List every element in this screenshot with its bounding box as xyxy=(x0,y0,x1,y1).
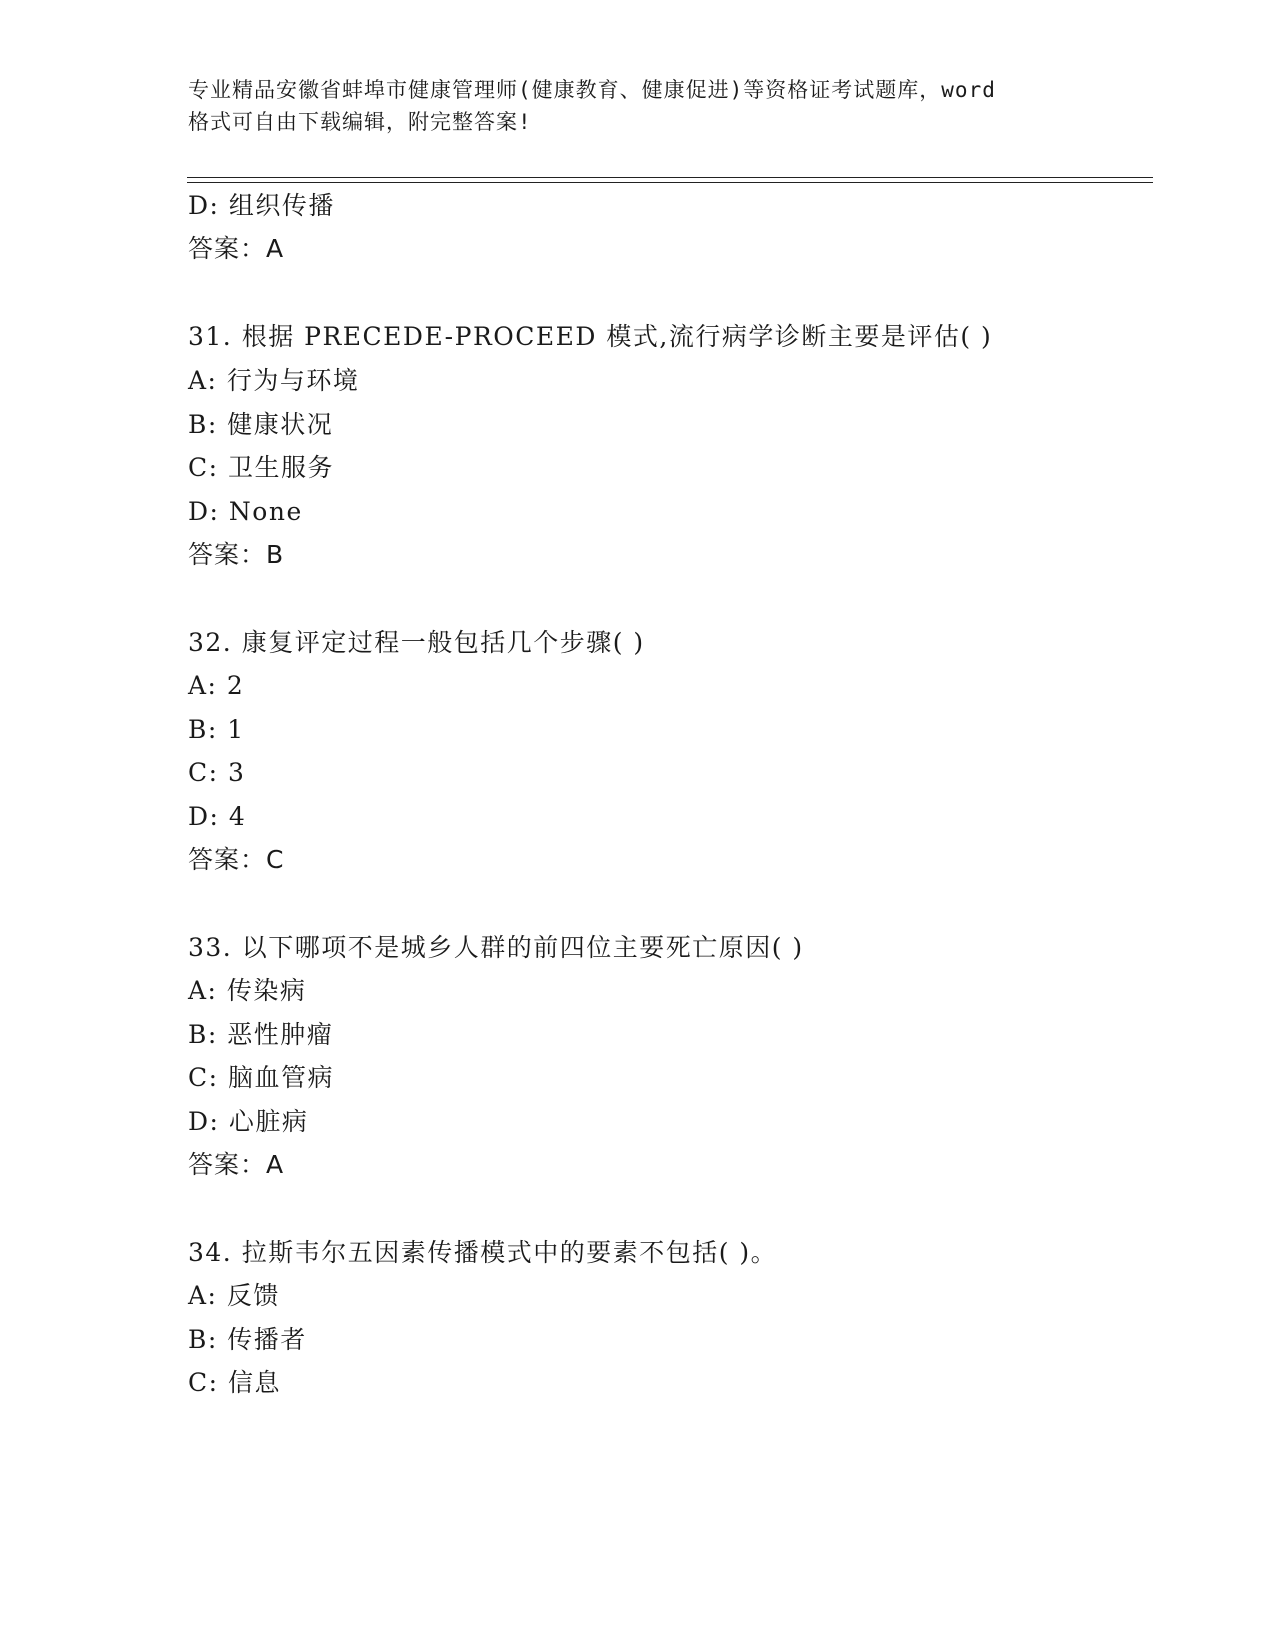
prev-option-d: D: 组织传播 xyxy=(188,191,335,220)
q32-option-c: C: 3 xyxy=(188,758,246,787)
question-32: 32. 康复评定过程一般包括几个步骤( ) xyxy=(188,628,645,657)
q32-answer: 答案：C xyxy=(188,845,285,874)
q33-option-c: C: 脑血管病 xyxy=(188,1063,334,1092)
q31-answer: 答案：B xyxy=(188,540,285,569)
q31-option-c: C: 卫生服务 xyxy=(188,453,334,482)
header-line-1: 专业精品安徽省蚌埠市健康管理师(健康教育、健康促进)等资格证考试题库，word xyxy=(188,78,996,102)
q33-option-b: B: 恶性肿瘤 xyxy=(188,1020,334,1049)
q33-answer: 答案：A xyxy=(188,1150,285,1179)
question-33: 33. 以下哪项不是城乡人群的前四位主要死亡原因( ) xyxy=(188,933,804,962)
prev-answer: 答案：A xyxy=(188,234,285,263)
header-line-2: 格式可自由下载编辑，附完整答案! xyxy=(188,110,532,134)
q34-option-b: B: 传播者 xyxy=(188,1325,307,1354)
question-31: 31. 根据 PRECEDE-PROCEED 模式,流行病学诊断主要是评估( ) xyxy=(188,322,993,351)
q33-option-a: A: 传染病 xyxy=(188,976,307,1005)
q32-option-d: D: 4 xyxy=(188,802,247,831)
q31-option-d: D: None xyxy=(188,497,303,526)
q33-option-d: D: 心脏病 xyxy=(188,1107,309,1136)
q34-option-c: C: 信息 xyxy=(188,1368,281,1397)
q32-option-b: B: 1 xyxy=(188,715,245,744)
q31-option-b: B: 健康状况 xyxy=(188,410,334,439)
document-header xyxy=(188,74,1088,138)
header-rule-bottom xyxy=(187,182,1153,183)
q31-option-a: A: 行为与环境 xyxy=(188,366,360,395)
question-34: 34. 拉斯韦尔五因素传播模式中的要素不包括( )。 xyxy=(188,1238,778,1267)
q34-option-a: A: 反馈 xyxy=(188,1281,280,1310)
q32-option-a: A: 2 xyxy=(188,671,245,700)
header-rule-top xyxy=(187,177,1153,178)
